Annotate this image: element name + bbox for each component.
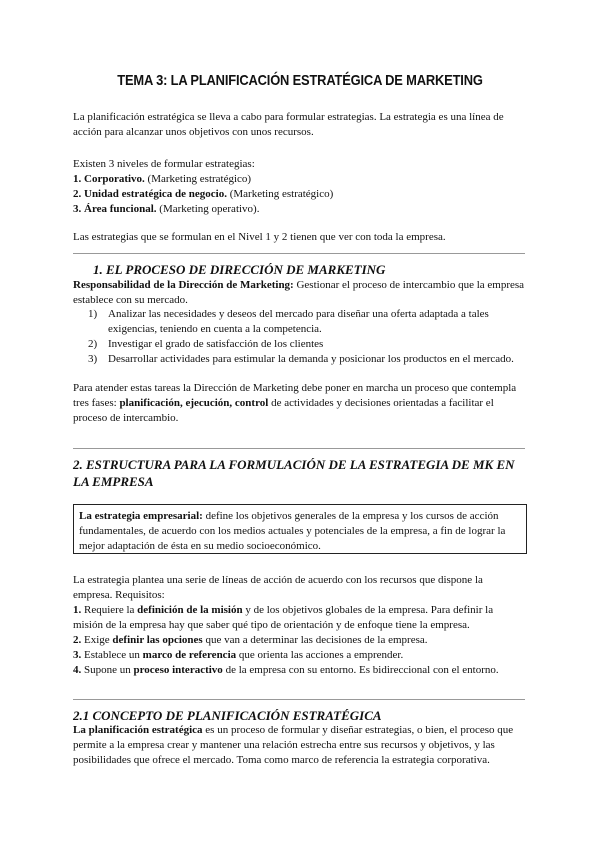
section-2-heading: [73, 456, 543, 490]
requirement-number: 4.: [73, 664, 82, 676]
planning-text: permite a la empresa crear y mantener una relación estrecha entre sus recursos y objetivos, y las: [73, 739, 495, 751]
task-number: 2): [88, 338, 98, 350]
task-number: 3): [88, 353, 98, 365]
requirement-item: [73, 633, 535, 648]
level-item: [73, 172, 535, 187]
task-item: Investigar el grado de satisfacción de los clientes: [108, 338, 324, 350]
requirement-keyword: marco de referencia: [142, 649, 237, 661]
level-name: Corporativo.: [84, 173, 145, 185]
planning-term: La planificación estratégica: [73, 724, 203, 736]
level-number: 1.: [73, 173, 82, 185]
levels-intro: Existen 3 niveles de formular estrategias:: [73, 158, 255, 170]
definition-text: fundamentales, de acuerdo con los medios actuales y potenciales de la empresa, a fin de lograr la: [79, 525, 506, 537]
section-divider: [73, 448, 525, 449]
intro-levels-note: Las estrategias que se formulan en el Nivel 1 y 2 tienen que ver con toda la empresa.: [73, 231, 446, 243]
task-number: 1): [88, 308, 98, 320]
section-2-heading-line: LA EMPRESA: [73, 474, 154, 489]
requirement-keyword: proceso interactivo: [133, 664, 223, 676]
intro-line-2: acción para alcanzar unos objetivos con unos recursos.: [73, 126, 314, 138]
requirements-paragraph: [73, 573, 535, 678]
requirement-number: 2.: [73, 634, 82, 646]
definition-term: La estrategia empresarial:: [79, 510, 203, 522]
requirement-number: 1.: [73, 604, 82, 616]
planning-concept-paragraph: [73, 723, 543, 768]
level-desc: (Marketing estratégico): [144, 173, 252, 185]
task-item: [108, 307, 528, 337]
level-number: 3.: [73, 203, 82, 215]
section-2-1-heading: 2.1 CONCEPTO DE PLANIFICACIÓN ESTRATÉGICA: [73, 708, 382, 723]
section-1-heading: 1. EL PROCESO DE DIRECCIÓN DE MARKETING: [93, 262, 386, 277]
section-2-heading-line: 2. ESTRUCTURA PARA LA FORMULACIÓN DE LA ESTRATEGIA DE MK EN: [73, 457, 515, 472]
responsibility-label: Responsabilidad de la Dirección de Marketing:: [73, 279, 294, 291]
requirement-text: Establece un: [81, 649, 143, 661]
requirement-text: y de los objetivos globales de la empresa. Para definir la: [242, 604, 494, 616]
requirements-intro: La estrategia plantea una serie de líneas de acción de acuerdo con los recursos que dispone la: [73, 574, 483, 586]
requirement-text: de la empresa con su entorno. Es bidireccional con el entorno.: [222, 664, 499, 676]
phases-keywords: planificación, ejecución, control: [119, 397, 269, 409]
requirement-text: Exige: [81, 634, 113, 646]
requirement-item: [73, 603, 535, 618]
task-item: Desarrollar actividades para estimular la demanda y posicionar los productos en el mercado.: [108, 353, 514, 365]
requirement-item: [73, 648, 535, 663]
responsibility-text: Gestionar el proceso de intercambio que la empresa: [293, 279, 525, 291]
requirement-item: [73, 663, 535, 678]
phases-text: tres fases:: [73, 397, 120, 409]
phases-text: de actividades y decisiones orientadas a facilitar el: [268, 397, 494, 409]
requirement-text: Requiere la: [81, 604, 138, 616]
levels-list: [73, 157, 535, 217]
intro-line-1: La planificación estratégica se lleva a cabo para formular estrategias. La estrategia es una línea de: [73, 111, 504, 123]
level-item: [73, 202, 535, 217]
level-name: Área funcional.: [84, 203, 157, 215]
definition-box: [73, 504, 527, 554]
section-divider: [73, 699, 525, 700]
planning-text: es un proceso de formular y diseñar estrategias, o bien, el proceso que: [202, 724, 514, 736]
level-name: Unidad estratégica de negocio.: [84, 188, 227, 200]
level-number: 2.: [73, 188, 82, 200]
responsibility-line-2: establece con su mercado.: [73, 294, 188, 306]
page-title: TEMA 3: LA PLANIFICACIÓN ESTRATÉGICA DE MARKETING: [117, 72, 483, 89]
requirement-text: misión de la empresa hay que saber qué tipo de orientación y de enfoque tiene la empresa.: [73, 619, 470, 631]
requirement-keyword: definir las opciones: [112, 634, 203, 646]
section-divider: [73, 253, 525, 254]
requirement-number: 3.: [73, 649, 82, 661]
responsibility-paragraph: [73, 278, 535, 308]
requirement-text: que orienta las acciones a emprender.: [236, 649, 404, 661]
definition-text: mejor adaptación de ésta en su medio socioeconómico.: [79, 540, 321, 552]
requirement-keyword: definición de la misión: [137, 604, 243, 616]
phases-paragraph: [73, 381, 535, 426]
requirement-text: que van a determinar las decisiones de la empresa.: [202, 634, 428, 646]
requirement-text: Supone un: [81, 664, 134, 676]
level-desc: (Marketing operativo).: [156, 203, 260, 215]
phases-line-3: proceso de intercambio.: [73, 412, 179, 424]
requirements-intro: empresa. Requisitos:: [73, 589, 165, 601]
level-item: [73, 187, 535, 202]
level-desc: (Marketing estratégico): [226, 188, 334, 200]
definition-text: define los objetivos generales de la empresa y los cursos de acción: [202, 510, 499, 522]
task-line: exigencias, teniendo en cuenta a la competencia.: [108, 323, 322, 335]
planning-text: posibilidades que ofrece el mercado. Toma como marco de referencia la estrategia corporativa.: [73, 754, 490, 766]
phases-line-1: Para atender estas tareas la Dirección de Marketing debe poner en marcha un proceso que contempla: [73, 382, 517, 394]
intro-paragraph: [73, 110, 535, 140]
task-line: Analizar las necesidades y deseos del mercado para diseñar una oferta adaptada a tales: [108, 308, 489, 320]
